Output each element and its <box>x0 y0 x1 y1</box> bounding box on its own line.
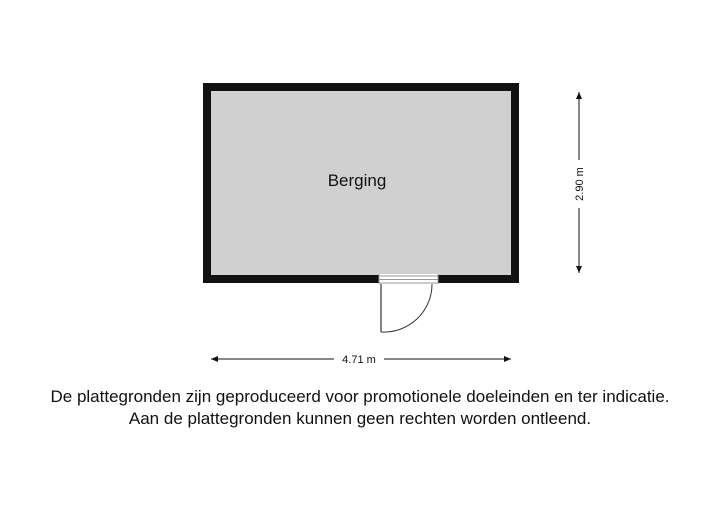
door-swing-arc <box>381 284 432 332</box>
width-dimension <box>211 354 511 366</box>
disclaimer-line-2: Aan de plattegronden kunnen geen rechten worden ontleend. <box>128 409 592 428</box>
width-dimension-label: 4.71 m <box>342 354 376 366</box>
depth-dimension-label: 2.90 m <box>574 167 586 201</box>
door <box>379 274 438 332</box>
disclaimer-line-1: De plattegronden zijn geproduceerd voor promotionele doeleinden en ter indicatie. <box>50 387 670 406</box>
room-label: Berging <box>327 171 387 190</box>
depth-dimension <box>574 92 586 273</box>
